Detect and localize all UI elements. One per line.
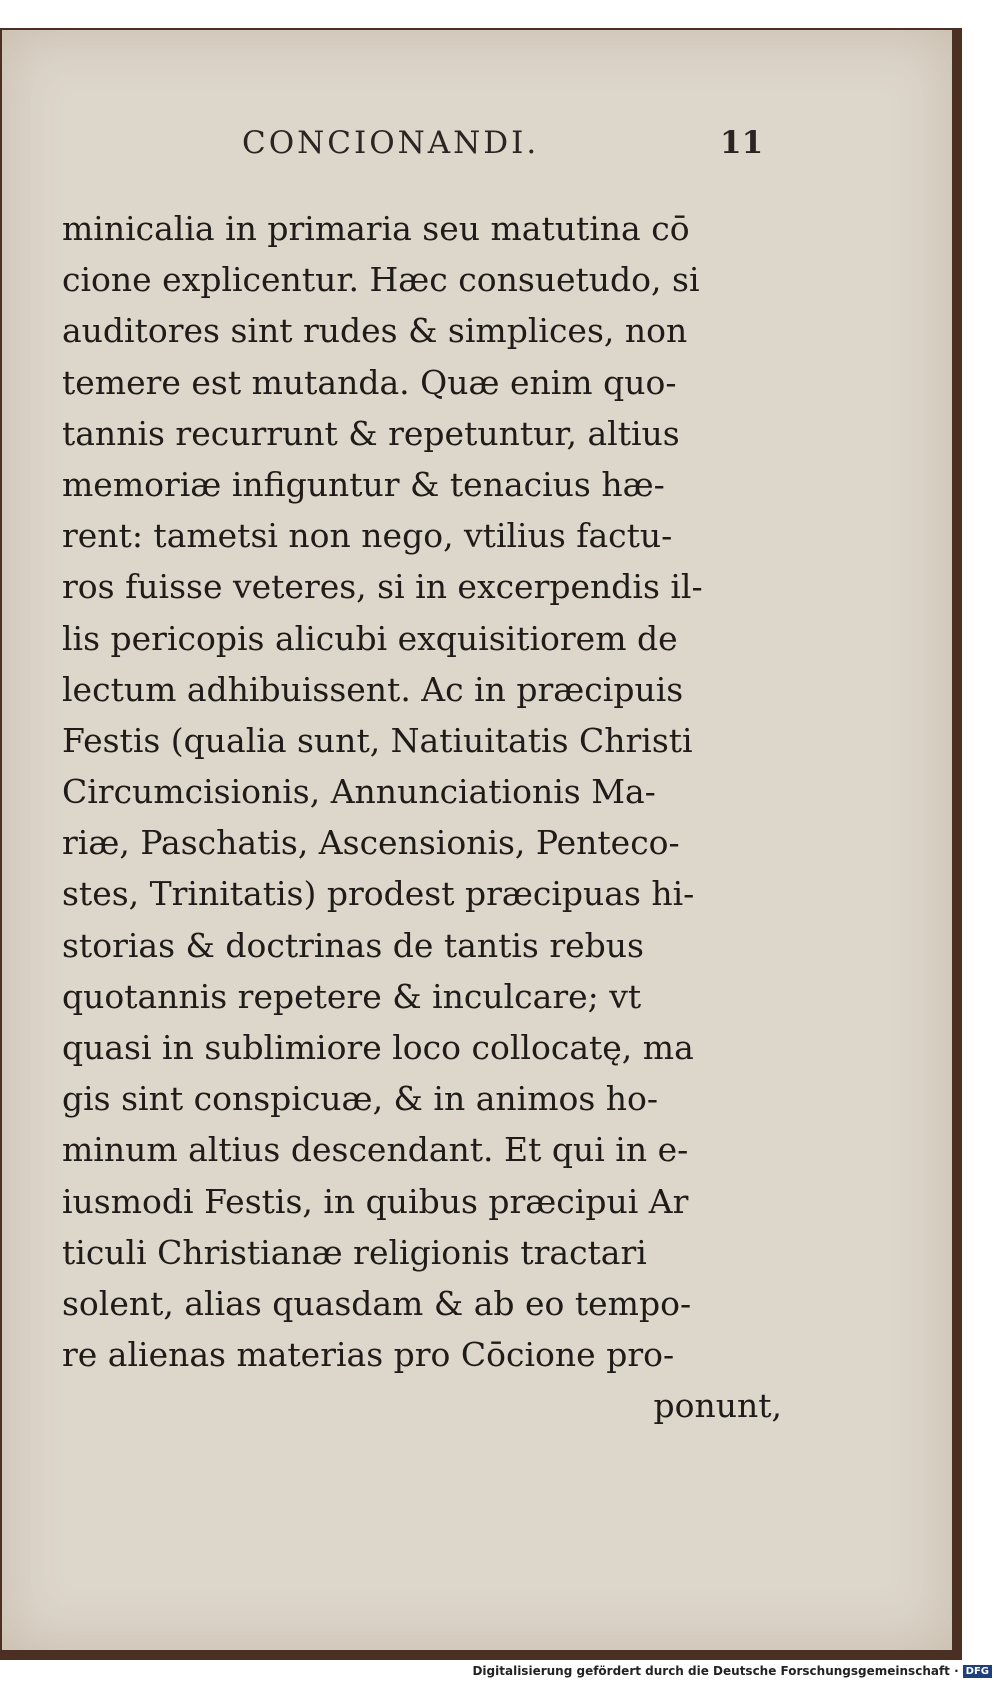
text-line: cione explicentur. Hæc consuetudo, si: [62, 260, 700, 300]
text-line: Festis (qualia sunt, Natiuitatis Christi: [62, 720, 693, 760]
text-line: gis sint conspicuæ, & in animos ho-: [62, 1079, 659, 1119]
text-line: lis pericopis alicubi exquisitiorem de: [62, 618, 678, 658]
catchword-line: ponunt,: [653, 1386, 782, 1426]
text-line: storias & doctrinas de tantis rebus: [62, 925, 644, 965]
running-head: CONCIONANDI.: [242, 125, 540, 161]
digitization-footer: [472, 1664, 992, 1678]
text-line: minum altius descendant. Et qui in e-: [62, 1130, 689, 1170]
body-text: [62, 203, 782, 1432]
text-line: lectum adhibuissent. Ac in præcipuis: [62, 669, 684, 709]
text-line: minicalia in primaria seu matutina cō: [62, 209, 690, 248]
text-line: quasi in sublimiore loco collocatę, ma: [62, 1028, 694, 1067]
text-line: tannis recurrunt & repetuntur, altius: [62, 413, 680, 453]
page-number: 11: [720, 125, 764, 161]
text-line: solent, alias quasdam & ab eo tempo-: [62, 1283, 692, 1323]
text-line: ros fuisse veteres, si in excerpendis il-: [62, 567, 703, 607]
book-page: [2, 30, 952, 1650]
text-line: quotannis repetere & inculcare; vt: [62, 976, 642, 1016]
text-line: iusmodi Festis, in quibus præcipui Ar: [62, 1181, 689, 1221]
text-line: auditores sint rudes & simplices, non: [62, 311, 688, 351]
text-line: rent: tametsi non nego, vtilius factu-: [62, 516, 673, 556]
text-line: stes, Trinitatis) prodest præcipuas hi-: [62, 874, 695, 914]
text-line: ticuli Christianæ religionis tractari: [62, 1232, 647, 1272]
text-line: re alienas materias pro Cōcione pro-: [62, 1335, 675, 1375]
funding-credit: Digitalisierung gefördert durch die Deutsche Forschungsgemeinschaft ·: [472, 1664, 959, 1678]
page-header: [2, 125, 952, 175]
text-line: Circumcisionis, Annunciationis Ma-: [62, 772, 656, 812]
text-line: memoriæ infiguntur & tenacius hæ-: [62, 464, 665, 504]
dfg-logo-icon: DFG: [963, 1665, 992, 1678]
text-line: riæ, Paschatis, Ascensionis, Penteco-: [62, 823, 680, 863]
text-line: temere est mutanda. Quæ enim quo-: [62, 362, 677, 402]
